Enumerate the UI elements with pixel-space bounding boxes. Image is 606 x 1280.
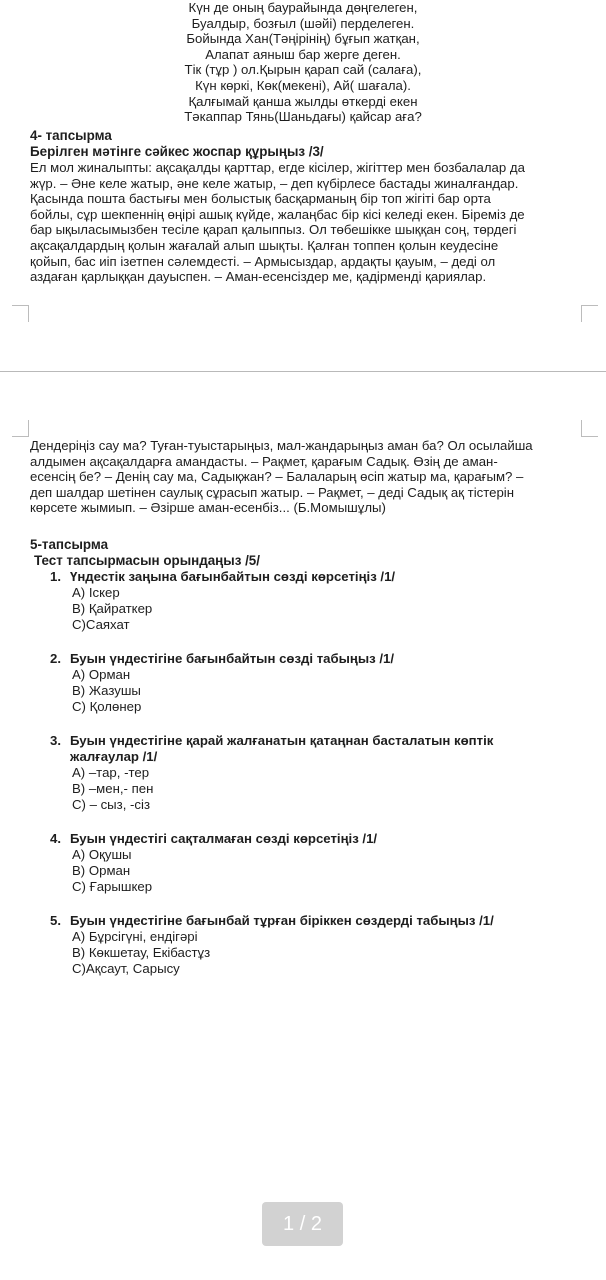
question-number: 2. [50,651,61,666]
poem-line: Қалғымай қанша жылды өткерді екен [188,93,418,109]
answer-option: В) Қайраткер [72,601,153,616]
test-question [50,651,590,715]
text-line: есенсің бе? – Денің сау ма, Садықжан? – Балаларың өсіп жатыр ма, қарағым? – [30,469,524,485]
answer-option: С) Ғарышкер [72,879,153,894]
poem-line: Тәкаппар Тянь(Шаньдағы) қайсар аға? [184,109,422,125]
task4-text [30,160,525,285]
task4-text-continued [30,438,533,516]
question-text: Буын үндестігіне бағынбайтын сөзді табыңыз /1/ [70,651,395,666]
text-line: аздаған қарлыққан дауыспен. – Аман-есенсіздер ме, қадірменді қариялар. [30,269,487,285]
test-question [50,831,590,895]
poem-line: Күн көркі, Көк(мекені), Ай( шағала). [195,77,411,93]
text-line: көрсете жымиып. – Әзірше аман-есенбіз... (Б.Момышұлы) [30,500,386,516]
question-title [50,831,590,847]
question-title [50,733,590,749]
question-title [50,913,590,929]
question-title [50,569,590,585]
task4-heading: 4- тапсырма [30,128,112,143]
question-text: Үндестік заңына бағынбайтын сөзді көрсетіңіз /1/ [70,569,396,584]
question-title-continued: жалғаулар /1/ [70,749,158,764]
question-number: 1. [50,569,61,584]
answer-option: А) Іскер [72,585,120,600]
question-text: Буын үндестігіне бағынбай тұрған біріккен сөздерді табыңыз /1/ [70,913,494,928]
poem-line: Тік (тұр ) ол.Қырын қарап сай (салаға), [184,62,422,78]
poem-line: Буалдыр, бозғыл (шәйі) перделеген. [191,15,415,31]
task4-instruction: Берілген мәтінге сәйкес жоспар құрыңыз /3/ [30,144,324,159]
poem-line: Бойында Хан(Тәңірінің) бұғып жатқан, [186,31,420,47]
answer-option: В) Көкшетау, Екібастұз [72,945,211,960]
question-text: Буын үндестігі сақталмаған сөзді көрсетіңіз /1/ [70,831,378,846]
text-line: Дендеріңіз сау ма? Туған-туыстарыңыз, мал-жандарыңыз аман ба? Ол осылайша [30,438,533,453]
page-corner-mark [581,420,598,437]
answer-option: С)Саяхат [72,617,130,632]
text-line: Қасында пошта бастығы мен болыстық басқарманың бір топ жігіті бар орта [30,191,491,207]
text-line: алдымен ақсақалдарға амандасты. – Рақмет, қарағым Садық. Өзің де аман- [30,453,498,469]
document-page-1 [0,0,606,372]
answer-option: С) Қолөнер [72,699,142,714]
text-line: деп шалдар шетінен саулық сұрасып жатыр. – Рақмет, – деді Садық ақ тістерін [30,484,515,500]
text-line: жүр. – Әне келе жатыр, әне келе жатыр, – деп күбірлесе бастады жиналғандар. [30,175,519,191]
task5-heading: 5-тапсырма [30,537,109,552]
poem-line: Күн де оның баурайында дөңгелеген, [188,0,418,15]
question-number: 4. [50,831,61,846]
answer-option: А) Орман [72,667,131,682]
text-line: қойып, бас иіп ізетпен сәлемдесті. – Армысыздар, ардақты қауым, – деді ол [30,253,496,269]
answer-option: А) Бұрсігүні, ендігәрі [72,929,198,944]
answer-option: А) Оқушы [72,847,132,862]
page-divider [0,371,606,372]
text-line: бар ықыласымызбен тесіле қарап қалыппыз. Ол төбешікке шыққан соң, төрдегі [30,222,517,238]
poem-line: Алапат аяныш бар жерге деген. [205,46,401,62]
question-number: 5. [50,913,61,928]
page-corner-mark [12,420,29,437]
test-question [50,569,590,633]
page-indicator[interactable]: 1 / 2 [262,1202,343,1246]
question-title [50,651,590,667]
question-text: Буын үндестігіне қарай жалғанатын қатаңнан басталатын көптік [70,733,494,748]
question-number: 3. [50,733,61,748]
answer-option: В) Орман [72,863,131,878]
answer-option: А) –тар, -тер [72,765,150,780]
page-corner-mark [12,305,29,322]
poem-block [0,0,606,125]
text-line: бойлы, сұр шекпеннің өңірі ашық күйде, жалаңбас бір кісі келеді екен. Біреміз де [30,206,525,222]
test-question [50,733,590,813]
text-line: Ел мол жиналыпты: ақсақалды қарттар, егде кісілер, жігіттер мен бозбалалар да [30,160,525,175]
text-line: ақсақалдардың қолын жағалай алып шықты. Қалған топпен қолын кеудесіне [30,237,499,253]
answer-option: В) Жазушы [72,683,141,698]
task5-instruction: Тест тапсырмасын орындаңыз /5/ [34,553,260,568]
answer-option: С) – сыз, -сіз [72,797,150,812]
answer-option: С)Ақсаут, Сарысу [72,961,180,976]
answer-option: В) –мен,- пен [72,781,154,796]
page-corner-mark [581,305,598,322]
test-question [50,913,590,977]
